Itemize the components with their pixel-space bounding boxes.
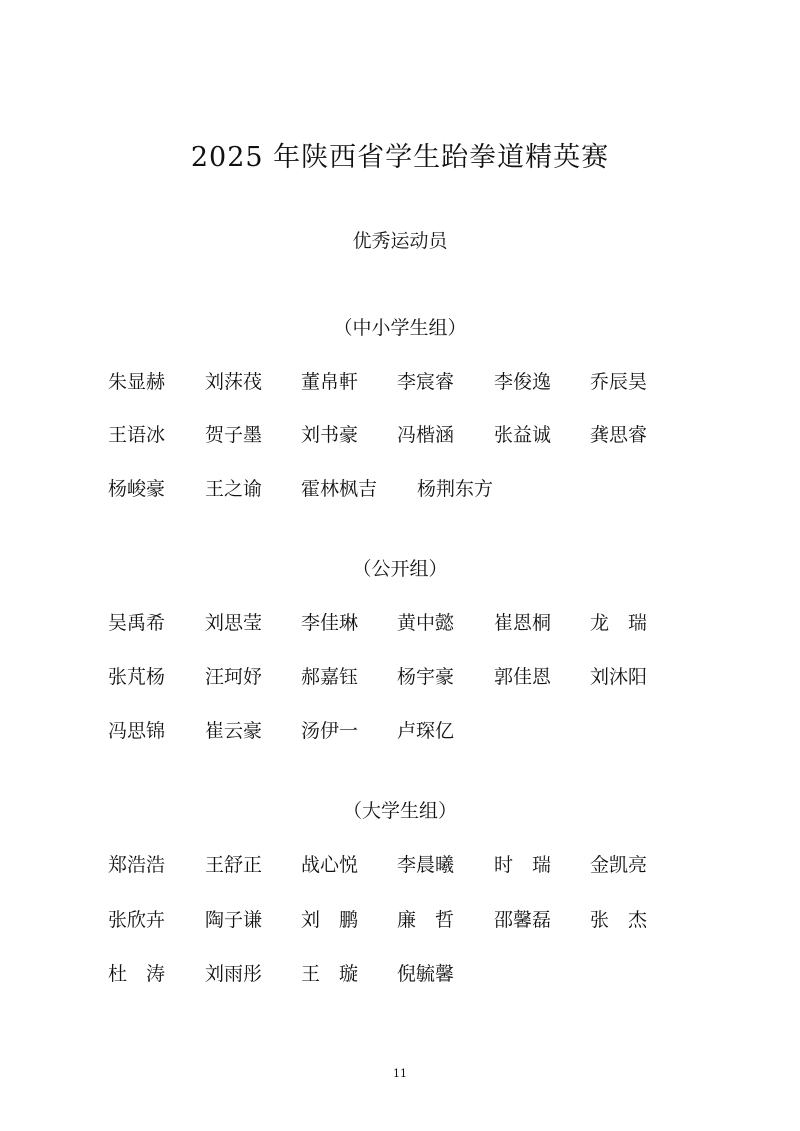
athlete-name: 冯思锦 (108, 720, 166, 742)
athlete-name: 李俊逸 (494, 371, 552, 393)
athlete-name: 李佳琳 (301, 612, 359, 634)
athlete-name: 张 杰 (590, 909, 648, 931)
group-heading-primary-secondary: （中小学生组） (333, 317, 467, 339)
athlete-name: 李晨曦 (397, 854, 455, 876)
athlete-name: 吴禹希 (108, 612, 166, 634)
athlete-name: 朱显赫 (108, 371, 166, 393)
athlete-name: 王之谕 (205, 478, 263, 500)
group-heading-open: （公开组） (352, 558, 448, 580)
athlete-name: 郝嘉钰 (301, 666, 359, 688)
athlete-name: 郭佳恩 (494, 666, 552, 688)
athlete-name: 刘莯茷 (205, 371, 263, 393)
athlete-name: 时 瑞 (494, 854, 552, 876)
athlete-name: 崔恩桐 (494, 612, 552, 634)
athlete-name: 乔辰昊 (590, 371, 648, 393)
athlete-name: 刘沐阳 (590, 666, 648, 688)
athlete-name: 倪毓馨 (397, 963, 455, 985)
athlete-name: 金凯亮 (590, 854, 648, 876)
athlete-name: 邵馨磊 (494, 909, 552, 931)
athlete-name: 张益诚 (494, 424, 552, 446)
page-title: 2025 年陕西省学生跆拳道精英赛 (190, 142, 610, 173)
athlete-name: 王舒正 (205, 854, 263, 876)
athlete-name: 王 璇 (301, 963, 359, 985)
athlete-name: 杨荆东方 (417, 478, 494, 500)
athlete-name: 刘雨彤 (205, 963, 263, 985)
athlete-name: 崔云豪 (205, 720, 263, 742)
athlete-name: 战心悦 (301, 854, 359, 876)
athlete-name: 杨峻豪 (108, 478, 166, 500)
athlete-name: 卢琛亿 (397, 720, 455, 742)
athlete-name: 黄中懿 (397, 612, 455, 634)
page-number: 11 (393, 1067, 407, 1080)
athlete-name: 张欣卉 (108, 909, 166, 931)
athlete-name: 廉 哲 (397, 909, 455, 931)
athlete-name: 龙 瑞 (590, 612, 648, 634)
athlete-name: 张芃杨 (108, 666, 166, 688)
athlete-name: 冯楷涵 (397, 424, 455, 446)
athlete-name: 刘书豪 (301, 424, 359, 446)
athlete-name: 李宸睿 (397, 371, 455, 393)
athlete-name: 贺子墨 (205, 424, 263, 446)
athlete-name: 龚思睿 (590, 424, 648, 446)
athlete-name: 郑浩浩 (108, 854, 166, 876)
athlete-name: 汪珂妤 (205, 666, 263, 688)
athlete-name: 杜 涛 (108, 963, 166, 985)
award-subtitle: 优秀运动员 (352, 230, 448, 252)
athlete-name: 汤伊一 (301, 720, 359, 742)
athlete-name: 杨宇豪 (397, 666, 455, 688)
athlete-name: 董帛軒 (301, 371, 359, 393)
athlete-name: 王语冰 (108, 424, 166, 446)
athlete-name: 陶子谦 (205, 909, 263, 931)
group-heading-university: （大学生组） (342, 800, 457, 822)
athlete-name: 霍林枫吉 (301, 478, 378, 500)
athlete-name: 刘 鹏 (301, 909, 359, 931)
athlete-name: 刘思莹 (205, 612, 263, 634)
